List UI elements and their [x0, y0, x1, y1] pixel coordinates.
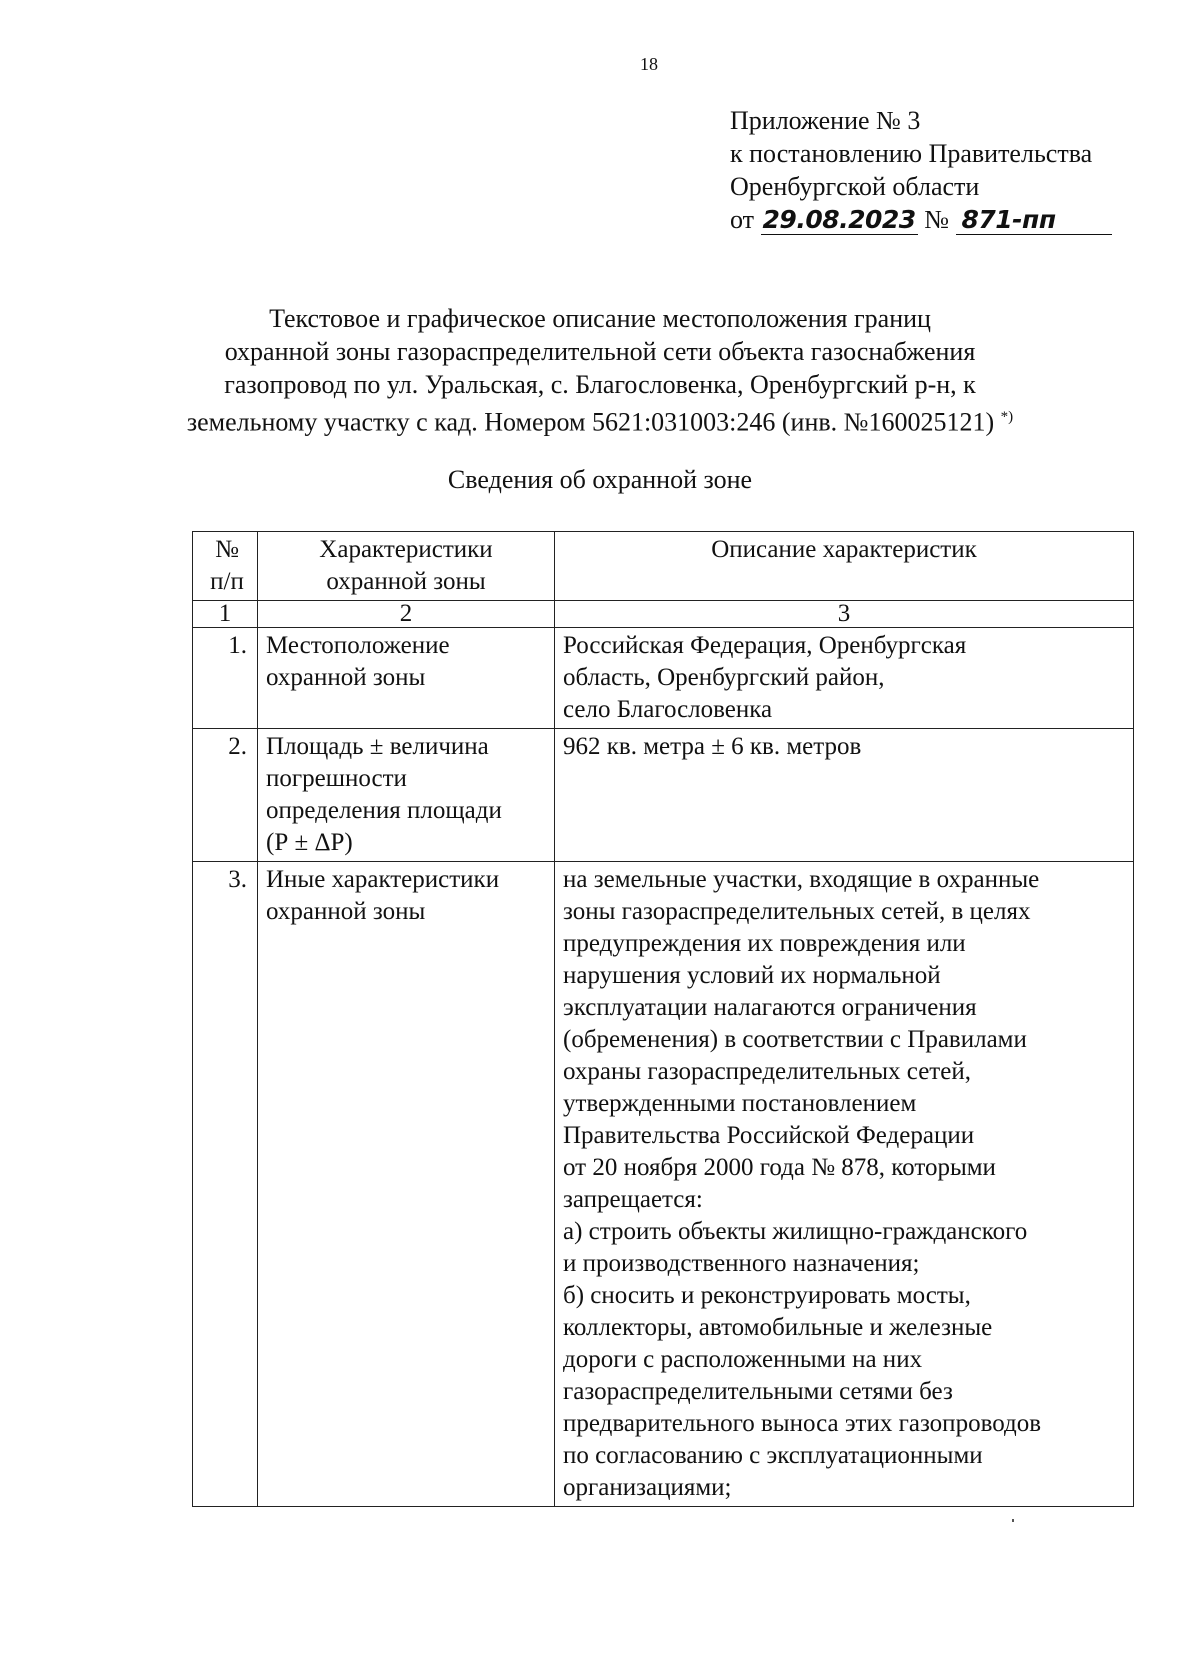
title-line-4	[150, 401, 1050, 439]
appendix-line-1: Приложение № 3	[730, 106, 921, 135]
cell-line: Иные характеристики	[266, 866, 500, 893]
table-row	[193, 729, 1134, 862]
title-line-1: Текстовое и графическое описание местоположения границ	[269, 304, 931, 333]
handwritten-number: 871-пп	[956, 206, 1112, 235]
row-description	[555, 862, 1134, 1507]
header-characteristics	[258, 532, 555, 601]
handwritten-date: 29.08.2023	[762, 205, 916, 234]
cell-line: (Р ± ΔР)	[266, 829, 353, 856]
column-number-2: 2	[258, 601, 555, 628]
cell-line: погрешности	[266, 765, 407, 792]
cell-line: организациями;	[563, 1474, 732, 1501]
cell-line: зоны газораспределительных сетей, в целях	[563, 898, 1031, 925]
column-number-1: 1	[193, 601, 258, 628]
table-header-row	[193, 532, 1134, 601]
cell-line: газораспределительными сетями без	[563, 1378, 953, 1405]
cell-line: коллекторы, автомобильные и железные	[563, 1314, 993, 1341]
cell-line: Местоположение	[266, 632, 450, 659]
appendix-line-3: Оренбургской области	[730, 172, 980, 201]
header-number-line-1: №	[215, 536, 239, 563]
row-number: 3.	[193, 862, 258, 1507]
header-characteristics-line-1: Характеристики	[319, 536, 493, 563]
page-number: 18	[640, 54, 658, 74]
row-number: 1.	[193, 628, 258, 729]
title-line-3: газопровод по ул. Уральская, с. Благословенка, Оренбургский р-н, к	[224, 370, 976, 399]
row-description	[555, 628, 1134, 729]
cell-line: определения площади	[266, 797, 502, 824]
appendix-header	[730, 104, 1112, 236]
section-subtitle: Сведения об охранной зоне	[447, 465, 753, 494]
document-title	[150, 302, 1050, 439]
cell-line: Российская Федерация, Оренбургская	[563, 632, 967, 659]
cell-line: б) сносить и реконструировать мосты,	[563, 1282, 971, 1309]
cell-line: село Благословенка	[563, 696, 773, 723]
cell-line: охраны газораспределительных сетей,	[563, 1058, 971, 1085]
cell-line: (обременения) в соответствии с Правилами	[563, 1026, 1027, 1053]
cell-line: от 20 ноября 2000 года № 878, которыми	[563, 1154, 996, 1181]
cell-line: по согласованию с эксплуатационными	[563, 1442, 983, 1469]
cell-line: предварительного выноса этих газопроводов	[563, 1410, 1042, 1437]
cell-line: а) строить объекты жилищно-гражданского	[563, 1218, 1028, 1245]
cell-line: эксплуатации налагаются ограничения	[563, 994, 977, 1021]
column-number-3: 3	[555, 601, 1134, 628]
number-sign: №	[924, 205, 949, 234]
cell-line: запрещается:	[563, 1186, 703, 1213]
cell-line: утвержденными постановлением	[563, 1090, 917, 1117]
row-description	[555, 729, 1134, 862]
header-number	[193, 532, 258, 601]
column-number-row	[193, 601, 1134, 628]
cell-line: охранной зоны	[266, 664, 426, 691]
table-row	[193, 628, 1134, 729]
row-characteristic	[258, 628, 555, 729]
row-characteristic	[258, 862, 555, 1507]
header-number-line-2: п/п	[210, 568, 244, 595]
title-line-2: охранной зоны газораспределительной сети объекта газоснабжения	[224, 337, 976, 366]
scan-speck	[1012, 1519, 1014, 1522]
header-characteristics-line-2: охранной зоны	[326, 568, 486, 595]
cell-line: область, Оренбургский район,	[563, 664, 885, 691]
cell-line: 962 кв. метра ± 6 кв. метров	[563, 733, 862, 760]
appendix-date-line	[730, 203, 1112, 236]
date-prefix: от	[730, 205, 755, 234]
cell-line: Правительства Российской Федерации	[563, 1122, 975, 1149]
cell-line: нарушения условий их нормальной	[563, 962, 941, 989]
cell-line: и производственного назначения;	[563, 1250, 920, 1277]
footnote-mark: *)	[1000, 409, 1014, 425]
table-row	[193, 862, 1134, 1507]
row-characteristic	[258, 729, 555, 862]
cell-line: на земельные участки, входящие в охранные	[563, 866, 1040, 893]
header-description: Описание характеристик	[555, 532, 1134, 601]
cell-line: охранной зоны	[266, 898, 426, 925]
protection-zone-table	[192, 531, 1134, 1507]
appendix-line-2: к постановлению Правительства	[730, 139, 1093, 168]
cell-line: Площадь ± величина	[266, 733, 489, 760]
cell-line: предупреждения их повреждения или	[563, 930, 966, 957]
cell-line: дороги с расположенными на них	[563, 1346, 923, 1373]
title-line-4-text: земельному участку с кад. Номером 5621:031003:246 (инв. №160025121)	[186, 407, 995, 437]
row-number: 2.	[193, 729, 258, 862]
